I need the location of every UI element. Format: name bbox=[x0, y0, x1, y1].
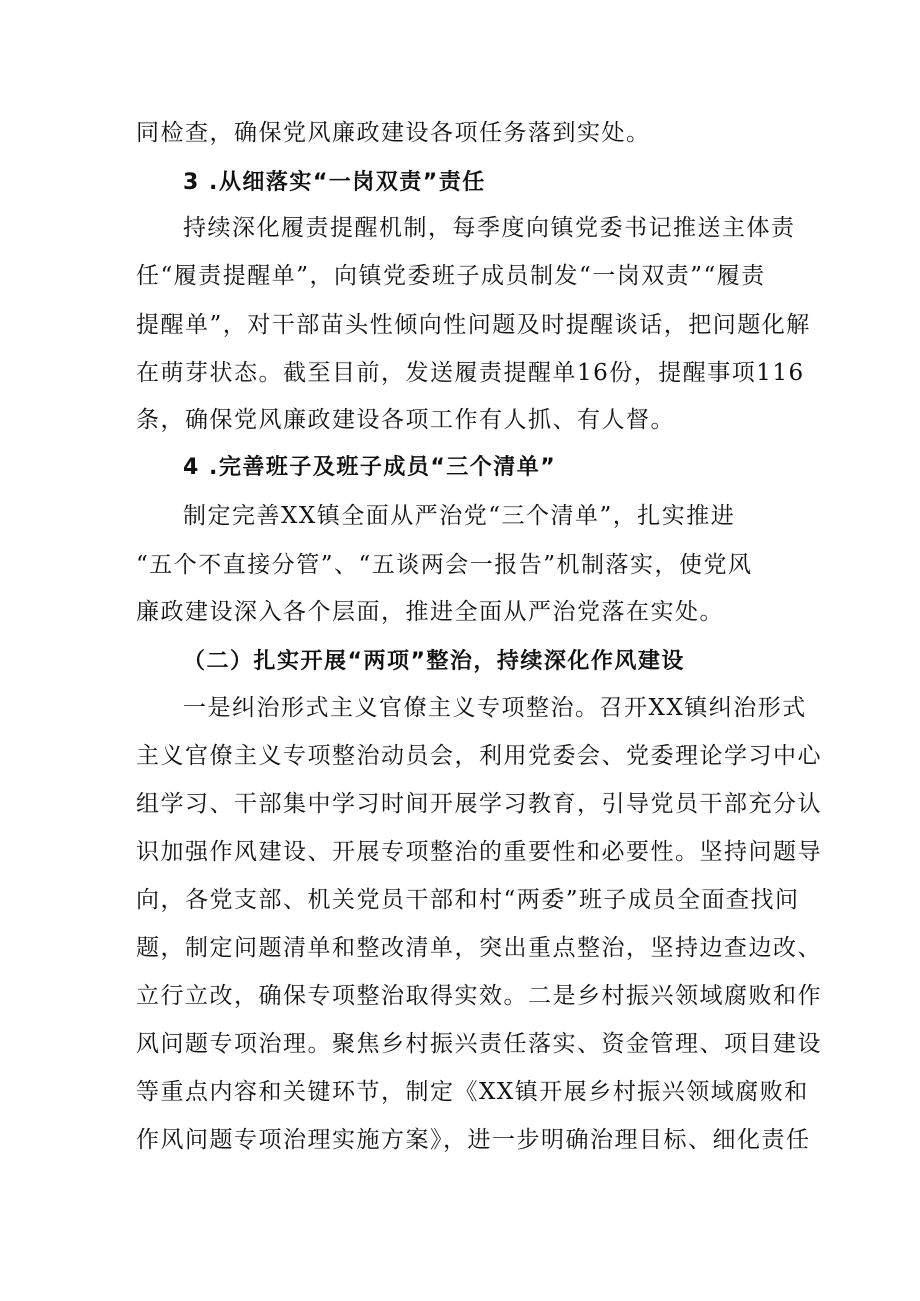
paragraph-line: 提醒单”，对干部苗头性倾向性问题及时提醒谈话，把问题化解 bbox=[136, 312, 811, 338]
sub-heading-3: 3 .从细落实“一岗双责”责任 bbox=[183, 170, 486, 195]
section-heading-2: （二）扎实开展“两项”整治，持续深化作风建设 bbox=[183, 649, 685, 674]
paragraph-line: 主义官僚主义专项整治动员会，利用党委会、党委理论学习中心 bbox=[136, 743, 822, 769]
paragraph-line: 任“履责提醒单”，向镇党委班子成员制发“一岗双责”“履责 bbox=[136, 263, 766, 289]
paragraph-line: 制定完善XX镇全面从严治党“三个清单”，扎实推进 bbox=[183, 503, 736, 529]
paragraph-line: 等重点内容和关键环节，制定《XX镇开展乡村振兴领域腐败和 bbox=[136, 1079, 809, 1105]
paragraph-line: 条，确保党风廉政建设各项工作有人抓、有人督。 bbox=[136, 407, 675, 433]
sub-heading-4: 4 .完善班子及班子成员“三个清单” bbox=[183, 455, 557, 480]
paragraph-line: 向，各党支部、机关党员干部和村“两委”班子成员全面查找问 bbox=[136, 887, 800, 913]
paragraph-line: 一是纠治形式主义官僚主义专项整治。召开XX镇纠治形式 bbox=[183, 695, 807, 721]
paragraph-line: 在萌芽状态。截至目前，发送履责提醒单16份，提醒事项116 bbox=[136, 360, 805, 386]
paragraph-line: 同检查，确保党风廉政建设各项任务落到实处。 bbox=[136, 120, 651, 146]
paragraph-line: 廉政建设深入各个层面，推进全面从严治党落在实处。 bbox=[136, 599, 724, 625]
paragraph-line: 组学习、干部集中学习时间开展学习教育，引导党员干部充分认 bbox=[136, 791, 822, 817]
paragraph-line: “五个不直接分管”、“五谈两会一报告”机制落实，使党风 bbox=[136, 552, 753, 578]
paragraph-line: 持续深化履责提醒机制，每季度向镇党委书记推送主体责 bbox=[183, 215, 796, 241]
paragraph-line: 立行立改，确保专项整治取得实效。二是乡村振兴领域腐败和作 bbox=[136, 983, 822, 1009]
paragraph-line: 作风问题专项治理实施方案》，进一步明确治理目标、细化责任 bbox=[136, 1127, 811, 1153]
paragraph-line: 识加强作风建设、开展专项整治的重要性和必要性。坚持问题导 bbox=[136, 839, 822, 865]
paragraph-line: 题，制定问题清单和整改清单，突出重点整治，坚持边查边改、 bbox=[136, 935, 822, 961]
paragraph-line: 风问题专项治理。聚焦乡村振兴责任落实、资金管理、项目建设 bbox=[136, 1031, 822, 1057]
